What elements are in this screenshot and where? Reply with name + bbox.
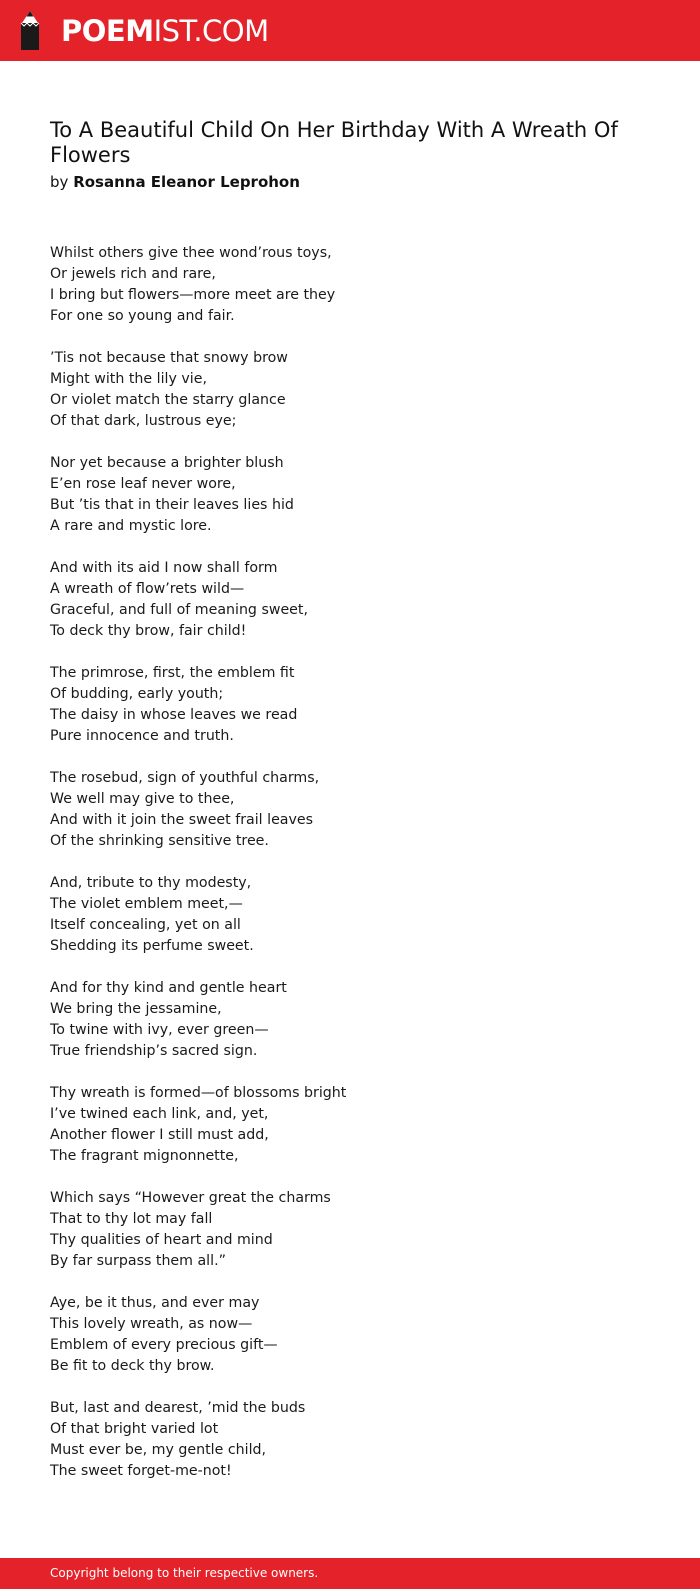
poem-line: To twine with ivy, ever green— xyxy=(50,1022,269,1038)
poem-line: The sweet forget-me-not! xyxy=(50,1463,232,1479)
poem-line: A rare and mystic lore. xyxy=(50,518,212,534)
poem-line: But, last and dearest, ’mid the buds xyxy=(50,1400,306,1416)
poem-line: Might with the lily vie, xyxy=(50,371,207,387)
logo-text-bold: POEM xyxy=(61,14,154,48)
poem-line: Be fit to deck thy brow. xyxy=(50,1358,215,1374)
site-header xyxy=(0,0,700,61)
poem-line: This lovely wreath, as now— xyxy=(50,1316,253,1332)
poem-line: We well may give to thee, xyxy=(50,791,235,807)
poem-line: Which says “However great the charms xyxy=(50,1190,331,1206)
poem-line: Shedding its perfume sweet. xyxy=(50,938,254,954)
stanza xyxy=(50,348,650,432)
poem-line: Of budding, early youth; xyxy=(50,686,224,702)
poem-line: The rosebud, sign of youthful charms, xyxy=(50,770,320,786)
poem-line: We bring the jessamine, xyxy=(50,1001,222,1017)
logo-text-light: IST.COM xyxy=(153,14,269,48)
poem-line: That to thy lot may fall xyxy=(50,1211,213,1227)
poem-line: Of the shrinking sensitive tree. xyxy=(50,833,269,849)
poem-line: I bring but flowers—more meet are they xyxy=(50,287,336,303)
site-logo[interactable] xyxy=(61,11,269,51)
poem-line: Must ever be, my gentle child, xyxy=(50,1442,267,1458)
poem-line: For one so young and fair. xyxy=(50,308,235,324)
poem-body xyxy=(50,243,650,1503)
stanza xyxy=(50,558,650,642)
poem-line: Of that bright varied lot xyxy=(50,1421,219,1437)
stanza xyxy=(50,873,650,957)
poem-line: But ’tis that in their leaves lies hid xyxy=(50,497,294,513)
poem-line: Emblem of every precious gift— xyxy=(50,1337,278,1353)
author-name[interactable]: Rosanna Eleanor Leprohon xyxy=(73,173,300,191)
stanza xyxy=(50,978,650,1062)
poem-line: The primrose, first, the emblem fit xyxy=(50,665,295,681)
poem-line: Of that dark, lustrous eye; xyxy=(50,413,237,429)
poem-line: E’en rose leaf never wore, xyxy=(50,476,236,492)
poem-line: I’ve twined each link, and, yet, xyxy=(50,1106,269,1122)
stanza xyxy=(50,1083,650,1167)
poem-line: And with it join the sweet frail leaves xyxy=(50,812,314,828)
stanza xyxy=(50,663,650,747)
poem-line: Itself concealing, yet on all xyxy=(50,917,241,933)
poem-line: And for thy kind and gentle heart xyxy=(50,980,287,996)
stanza xyxy=(50,1293,650,1377)
poem-line: Or violet match the starry glance xyxy=(50,392,286,408)
poem-line: Whilst others give thee wond’rous toys, xyxy=(50,245,332,261)
poem-line: And, tribute to thy modesty, xyxy=(50,875,252,891)
by-label: by xyxy=(50,173,69,191)
poem-line: Another flower I still must add, xyxy=(50,1127,269,1143)
copyright-text: Copyright belong to their respective owners. xyxy=(50,1566,319,1580)
stanza xyxy=(50,768,650,852)
stanza xyxy=(50,1398,650,1482)
poem-line: True friendship’s sacred sign. xyxy=(50,1043,258,1059)
poem-line: Graceful, and full of meaning sweet, xyxy=(50,602,308,618)
byline xyxy=(50,172,300,192)
poem-line: The fragrant mignonnette, xyxy=(50,1148,239,1164)
poem-line: Aye, be it thus, and ever may xyxy=(50,1295,260,1311)
stanza xyxy=(50,453,650,537)
poem-line: A wreath of flow’rets wild— xyxy=(50,581,245,597)
poem-line: And with its aid I now shall form xyxy=(50,560,278,576)
poem-title: To A Beautiful Child On Her Birthday With A Wreath Of Flowers xyxy=(50,118,618,167)
poem-line: Thy wreath is formed—of blossoms bright xyxy=(50,1085,347,1101)
pencil-icon[interactable] xyxy=(18,10,42,51)
poem-line: Thy qualities of heart and mind xyxy=(50,1232,273,1248)
stanza xyxy=(50,243,650,327)
poem-line: Pure innocence and truth. xyxy=(50,728,234,744)
stanza xyxy=(50,1188,650,1272)
poem-line: By far surpass them all.” xyxy=(50,1253,226,1269)
poem-line: The violet emblem meet,— xyxy=(50,896,243,912)
poem-line: The daisy in whose leaves we read xyxy=(50,707,298,723)
poem-line: Or jewels rich and rare, xyxy=(50,266,216,282)
site-footer xyxy=(0,1558,700,1589)
poem-line: ’Tis not because that snowy brow xyxy=(50,350,288,366)
poem-line: Nor yet because a brighter blush xyxy=(50,455,284,471)
poem-line: To deck thy brow, fair child! xyxy=(50,623,247,639)
